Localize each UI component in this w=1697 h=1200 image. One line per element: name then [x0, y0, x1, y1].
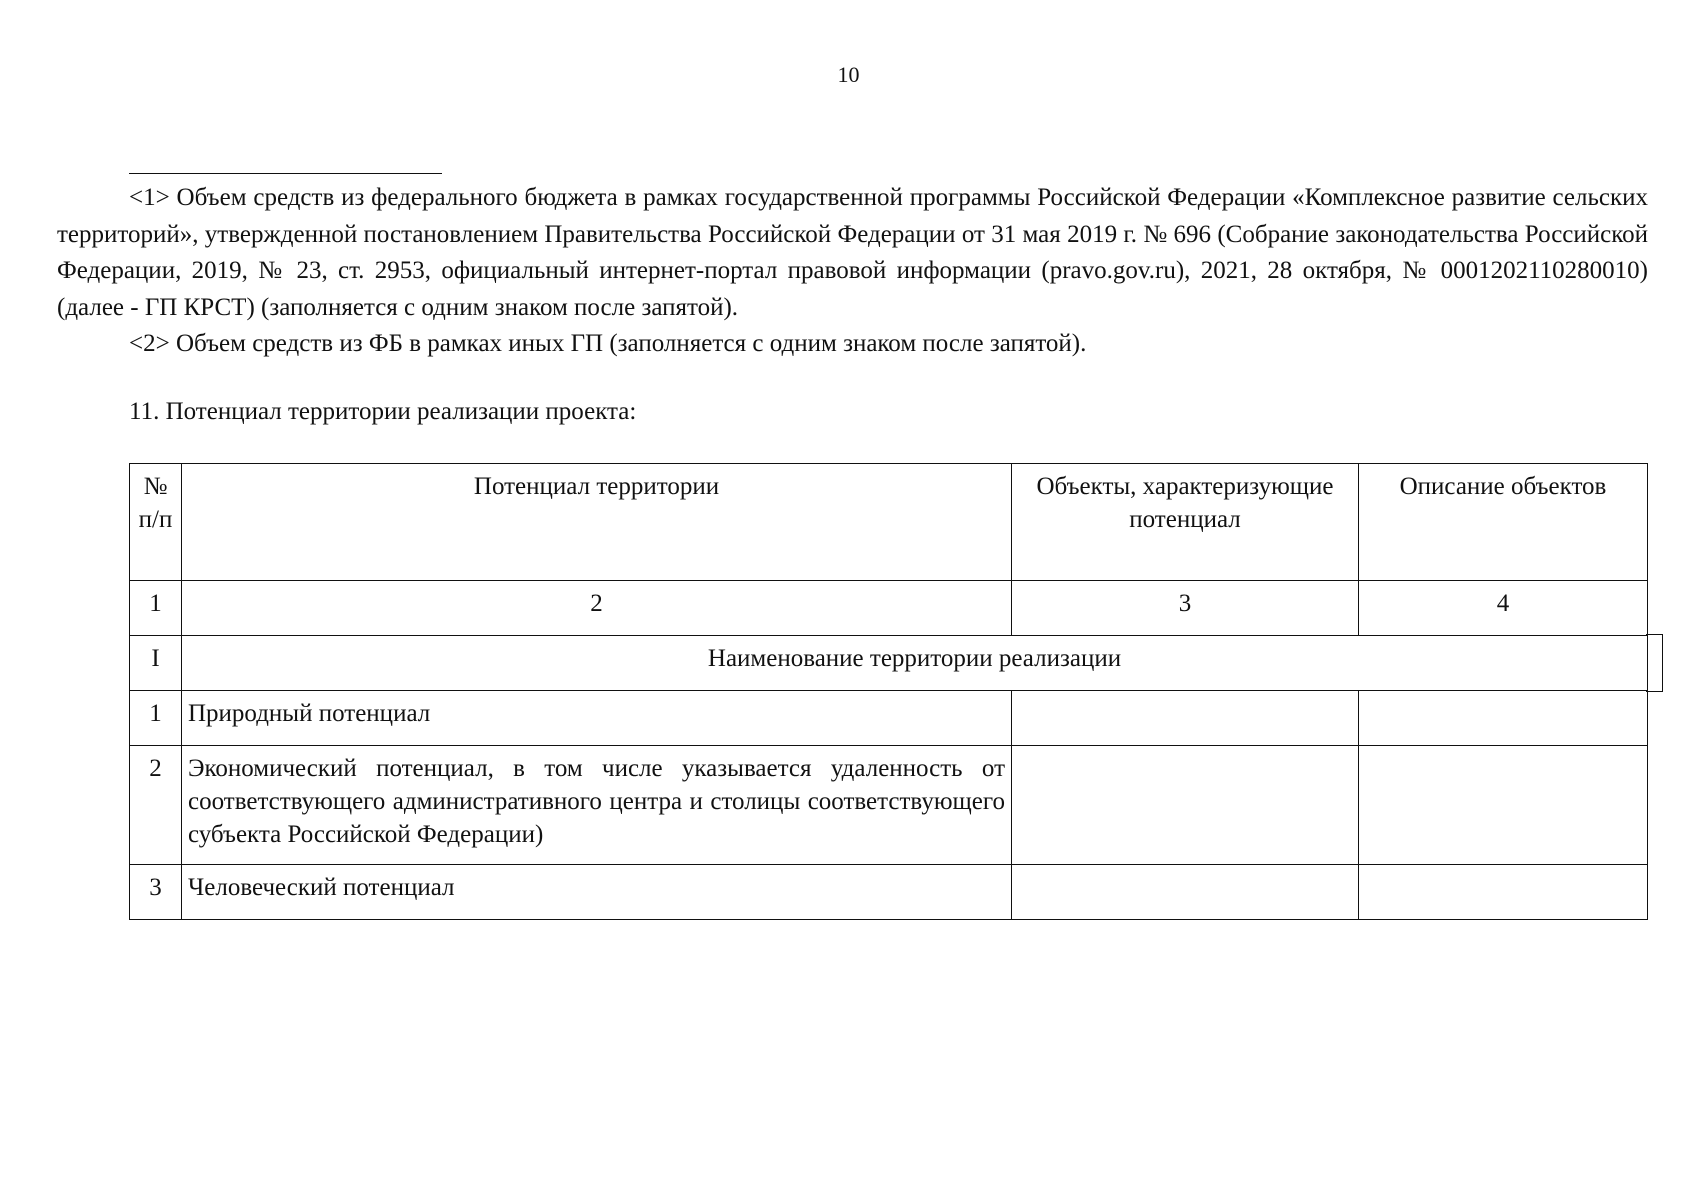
row-potential: Экономический потенциал, в том числе указывается удаленность от соответствующего административного центра и столицы соответствующего субъекта Российской Федерации) — [182, 746, 1012, 865]
row-objects-cell — [1012, 691, 1359, 746]
header-description: Описание объектов — [1359, 464, 1648, 581]
footnote-1: <1> Объем средств из федерального бюджета в рамках государственной программы Российской Федерации «Комплексное развитие сельских территорий», утвержденной постановлением Правительства Российской Федерации от 31 мая 2019 г. № 696 (Собрание законодательства Российской Федерации, 2019, № 23, ст. 2953, официальный интернет-портал правовой информации (pravo.gov.ru), 2021, 28 октября, № 0001202110280010) (далее - ГП КРСТ) (заполняется с одним знаком после запятой). — [57, 184, 1648, 321]
footnote-2: <2> Объем средств из ФБ в рамках иных ГП (заполняется с одним знаком после запятой). — [129, 330, 1087, 357]
row-potential: Природный потенциал — [182, 691, 1012, 746]
table-row — [130, 691, 1648, 746]
header-number: № п/п — [130, 464, 182, 581]
footnote-separator — [129, 173, 442, 174]
header-potential: Потенциал территории — [182, 464, 1012, 581]
row-number: 2 — [130, 746, 182, 865]
section-row — [130, 636, 1648, 691]
column-number-row — [130, 581, 1648, 636]
column-number-3: 3 — [1012, 581, 1359, 636]
row-number: 3 — [130, 865, 182, 920]
page-number: 10 — [837, 62, 860, 87]
column-number-2: 2 — [182, 581, 1012, 636]
section-title-cell — [182, 636, 1648, 691]
potential-table — [129, 463, 1648, 920]
row-number: 1 — [130, 691, 182, 746]
section-heading: 11. Потенциал территории реализации проекта: — [129, 398, 637, 425]
header-objects: Объекты, характеризующие потенциал — [1012, 464, 1359, 581]
table-row — [130, 746, 1648, 865]
section-title: Наименование территории реализации — [707, 645, 1122, 672]
row-description-cell — [1359, 865, 1648, 920]
table-header-row — [130, 464, 1648, 581]
column-number-4: 4 — [1359, 581, 1648, 636]
row-description-cell — [1359, 746, 1648, 865]
row-objects-cell — [1012, 865, 1359, 920]
column-number-1: 1 — [130, 581, 182, 636]
section-number: I — [130, 636, 182, 691]
section-row-overhang — [1646, 634, 1663, 691]
row-potential: Человеческий потенциал — [182, 865, 1012, 920]
table-row — [130, 865, 1648, 920]
row-description-cell — [1359, 691, 1648, 746]
row-objects-cell — [1012, 746, 1359, 865]
footnotes — [57, 180, 1648, 363]
